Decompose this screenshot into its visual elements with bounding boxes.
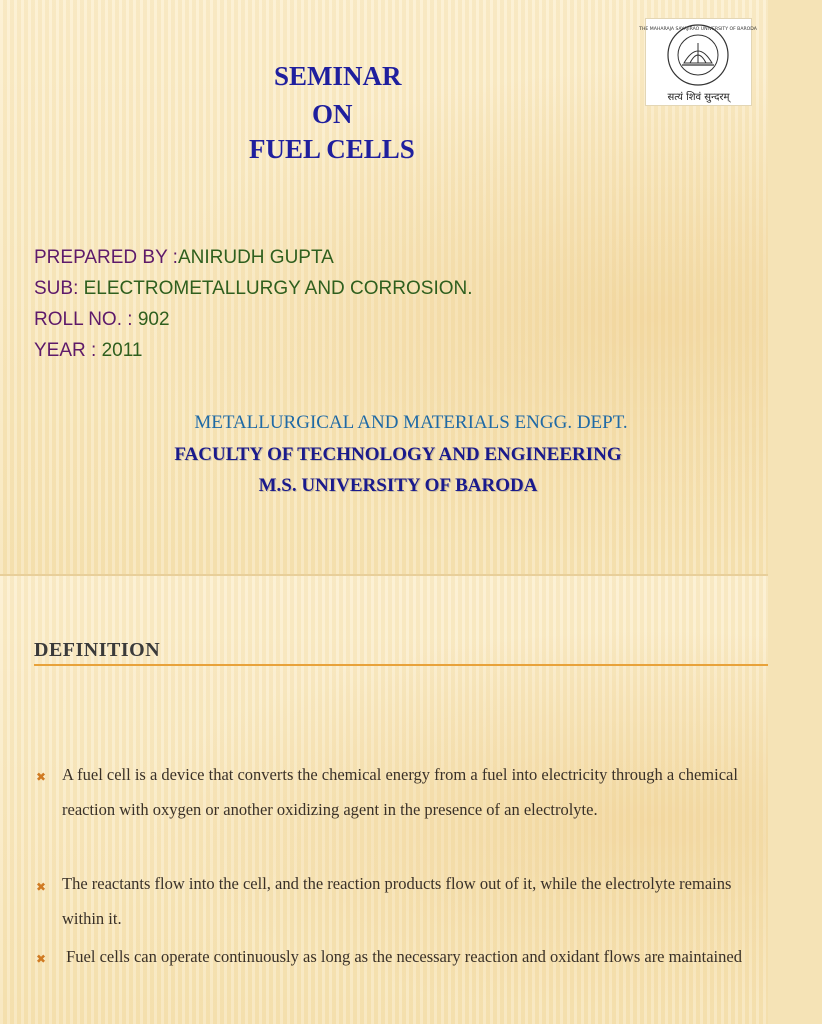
heading-underline	[34, 664, 768, 666]
roll-number-value: 902	[132, 309, 170, 330]
title-line-fuel-cells: FUEL CELLS	[249, 134, 415, 164]
university-logo	[639, 18, 757, 106]
subject-value: ELECTROMETALLURGY AND CORROSION.	[78, 278, 473, 299]
title-line-on: ON	[312, 99, 353, 129]
university-motto: सत्यं शिवं सुन्दरम्	[667, 92, 730, 103]
bullet-text: A fuel cell is a device that converts the chemical energy from a fuel into electricity through a chemical reaction with oxygen or another oxidizing agent in the presence of an electrolyte.	[62, 765, 738, 819]
prepared-by-label: PREPARED BY :	[34, 247, 178, 268]
x-bullet-icon: ✖	[36, 770, 47, 784]
year-line	[34, 339, 142, 363]
bullet-text: Fuel cells can operate continuously as long as the necessary reaction and oxidant flows are maintained	[62, 947, 742, 966]
x-bullet-icon: ✖	[36, 880, 47, 894]
year-value: 2011	[96, 340, 143, 361]
definition-heading: DEFINITION	[34, 639, 161, 661]
x-bullet-icon: ✖	[36, 952, 47, 966]
department-name: METALLURGICAL AND MATERIALS ENGG. DEPT.	[194, 412, 628, 433]
roll-number-line	[34, 308, 170, 332]
prepared-by-value: ANIRUDH GUPTA	[177, 247, 334, 268]
subject-line	[34, 277, 473, 301]
roll-number-label: ROLL NO. :	[34, 309, 133, 330]
bullet-text: The reactants flow into the cell, and the reaction products flow out of it, while the electrolyte remains within it.	[62, 874, 732, 928]
year-label: YEAR :	[34, 340, 97, 361]
faculty-name: FACULTY OF TECHNOLOGY AND ENGINEERING	[174, 444, 622, 465]
title-line-seminar: SEMINAR	[274, 61, 402, 91]
subject-label: SUB:	[34, 278, 79, 299]
university-name: M.S. UNIVERSITY OF BARODA	[258, 475, 538, 496]
prepared-by-line	[34, 246, 334, 270]
university-seal-icon	[639, 19, 757, 89]
seal-text: THE MAHARAJA SAYAJIRAO UNIVERSITY OF BARODA	[639, 27, 757, 32]
